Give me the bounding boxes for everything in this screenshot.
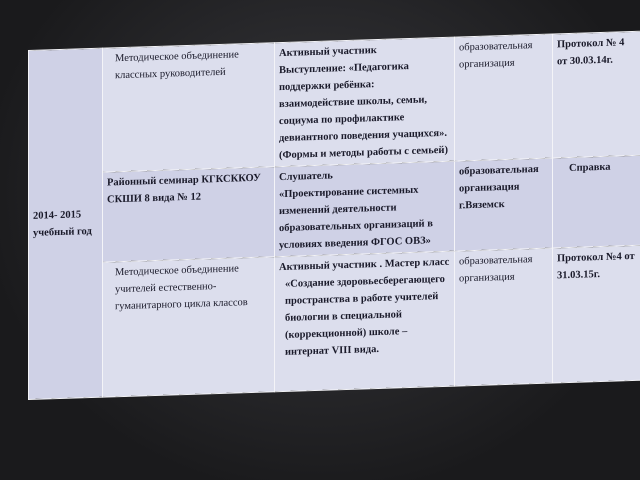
event-text: Методическое объединение классных руководителей — [115, 49, 239, 82]
result-text: Справка — [569, 161, 611, 174]
result-cell — [553, 245, 640, 383]
level-text: образовательная организация — [459, 254, 533, 285]
topic-text: «Создание здоровьесберегающего пространства в работе учителей биологии в специальной (коррекционной) школе – интернат VIII вида. — [285, 273, 445, 358]
level-cell — [455, 248, 553, 386]
role-text: Слушатель — [279, 170, 333, 184]
table-row — [29, 245, 640, 399]
topic-cell — [275, 37, 455, 167]
result-cell — [553, 155, 640, 248]
topic-text: Выступление: «Педагогика поддержки ребёнка: взаимодействие школы, семьи, социума по профилактике девиантного поведения учащихся». (Формы и методы работы с семьей) — [279, 61, 448, 162]
level-cell — [455, 34, 553, 161]
year-cell — [29, 48, 103, 399]
result-cell — [553, 31, 640, 158]
slide — [28, 31, 640, 400]
event-cell — [103, 167, 275, 262]
topic-cell — [275, 161, 455, 257]
result-text: Протокол №4 от 31.03.15г. — [557, 250, 635, 282]
year-text: 2014- 2015 учебный год — [33, 209, 92, 239]
level-cell — [455, 158, 553, 251]
level-text: образовательная организация — [459, 40, 533, 71]
role-text: Активный участник — [279, 45, 377, 60]
event-text: Методическое объединение учителей естественно-гуманитарного цикла классов — [115, 263, 248, 313]
topic-cell — [275, 251, 455, 392]
topic-text: «Проектирование системных изменений деятельности образовательных организаций в условиях введения ФГОС ОВЗ» — [279, 184, 433, 252]
event-text: Районный семинар КГКСККОУ СКШИ 8 вида № 12 — [107, 172, 261, 206]
role-text: Активный участник . Мастер класс — [279, 256, 450, 274]
event-cell — [103, 257, 275, 397]
event-cell — [103, 43, 275, 172]
activity-table — [28, 31, 640, 400]
result-text: Протокол № 4 от 30.03.14г. — [557, 37, 625, 68]
table-row — [29, 31, 640, 174]
level-text: образовательная организация г.Вяземск — [459, 163, 539, 212]
